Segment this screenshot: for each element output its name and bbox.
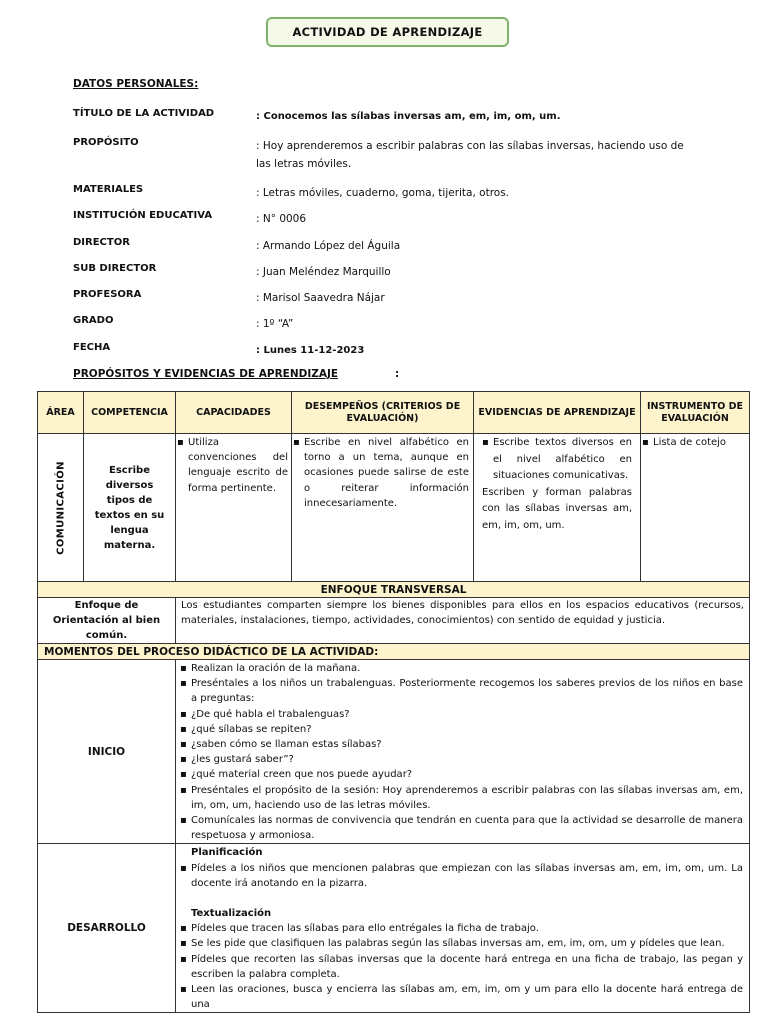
performances-cell [292, 434, 474, 582]
inicio-item: ▪ Comunícales las normas de convivencia que tendrán en cuenta para que la actividad se desarrolle de manera respetuosa y armoniosa. [180, 813, 743, 843]
textualizacion-item: ▪ Se les pide que clasifiquen las palabras según las sílabas inversas am, em, im, om, um y pídeles que lean. [180, 936, 743, 951]
field-label: DIRECTOR [73, 237, 130, 248]
instrument-item: ▪ Lista de cotejo [642, 435, 747, 450]
personal-data-heading: DATOS PERSONALES: [73, 78, 199, 90]
transversal-text: Los estudiantes comparten siempre los bienes disponibles para ellos en los espacios educativos (recursos, materiales, instalaciones, tiempo, actividades, conocimientos) con sentido de equidad y justicia. [176, 598, 750, 644]
field-label: MATERIALES [73, 184, 144, 195]
inicio-item: ▪ ¿les gustará saber”? [180, 752, 743, 767]
field-value: : Conocemos las sílabas inversas am, em, im, om, um. [256, 111, 561, 122]
performance-item: ▪ Escribe en nivel alfabético en torno a un tema, aunque en ocasiones puede salirse de este o reiterar información innecesariamente. [293, 435, 469, 511]
field-label: SUB DIRECTOR [73, 263, 157, 274]
textualizacion-title: Textualización [191, 908, 272, 920]
evidence-text: Escriben y forman palabras con las sílabas inversas am, em, im, om, um. [482, 486, 632, 531]
inicio-label: INICIO [38, 660, 176, 844]
field-value: : Marisol Saavedra Nájar [256, 292, 385, 304]
transversal-label: Enfoque de Orientación al bien común. [38, 598, 176, 644]
field-label: PROFESORA [73, 289, 142, 300]
evidence-item: ▪ Escribe textos diversos en el nivel alfabético en situaciones comunicativas. [482, 435, 632, 485]
inicio-item: ▪ ¿saben cómo se llaman estas sílabas? [180, 737, 743, 752]
capacities-cell [176, 434, 292, 582]
textualizacion-item: ▪ Pídeles que tracen las sílabas para ello entrégales la ficha de trabajo. [180, 921, 743, 936]
field-label: TÍTULO DE LA ACTIVIDAD [73, 108, 215, 119]
evidence-cell [474, 434, 641, 582]
field-value: : Lunes 11-12-2023 [256, 345, 365, 356]
field-label: INSTITUCIÓN EDUCATIVA [73, 210, 213, 221]
field-value: : Armando López del Águila [256, 240, 401, 252]
field-value: : Juan Meléndez Marquillo [256, 266, 391, 278]
inicio-content [176, 660, 750, 844]
inicio-item: ▪ ¿qué material creen que nos puede ayudar? [180, 767, 743, 782]
field-label: GRADO [73, 315, 114, 326]
area-cell [38, 434, 84, 582]
textualizacion-item: ▪ Pídeles que recorten las sílabas inversas que la docente hará entrega en una ficha de trabajo, las pegan y escriben la palabra completa. [180, 952, 743, 982]
field-value: : Hoy aprenderemos a escribir palabras con las sílabas inversas, haciendo uso de las letras móviles. [256, 140, 684, 170]
competence-cell: Escribe diversos tipos de textos en su lengua materna. [84, 434, 176, 582]
desarrollo-content [176, 844, 750, 1013]
inicio-item: ▪ Realizan la oración de la mañana. [180, 661, 743, 676]
inicio-item: ▪ ¿De qué habla el trabalenguas? [180, 707, 743, 722]
moments-heading: MOMENTOS DEL PROCESO DIDÁCTICO DE LA ACTIVIDAD: [38, 644, 750, 660]
field-value: : Letras móviles, cuaderno, goma, tijerita, otros. [256, 187, 510, 199]
header-evidence: EVIDENCIAS DE APRENDIZAJE [474, 392, 641, 434]
desarrollo-label: DESARROLLO [38, 844, 176, 1013]
textualizacion-item: ▪ Leen las oraciones, busca y encierra las sílabas am, em, im, om y um para ello la docente hará entrega de una [180, 982, 743, 1012]
planificacion-title: Planificación [191, 847, 263, 859]
transversal-heading: ENFOQUE TRANSVERSAL [38, 582, 750, 598]
inicio-item: ▪ Preséntales a los niños un trabalenguas. Posteriormente recogemos los saberes previos de los niños en base a preguntas: [180, 676, 743, 706]
header-instrument: INSTRUMENTO DE EVALUACIÓN [641, 392, 750, 434]
header-area: ÁREA [38, 392, 84, 434]
header-capacities: CAPACIDADES [176, 392, 292, 434]
purposes-table [37, 391, 750, 1013]
document-title: ACTIVIDAD DE APRENDIZAJE [266, 17, 509, 47]
purposes-colon: : [395, 368, 400, 380]
field-label: PROPÓSITO [73, 137, 139, 148]
inicio-item: ▪ ¿qué sílabas se repiten? [180, 722, 743, 737]
field-value: : 1º “A” [256, 318, 294, 330]
header-performances: DESEMPEÑOS (CRITERIOS DE EVALUACIÓN) [292, 392, 474, 434]
header-competence: COMPETENCIA [84, 392, 176, 434]
instrument-cell [641, 434, 750, 582]
planificacion-item: ▪ Pídeles a los niños que mencionen palabras que empiezan con las sílabas inversas am, em, im, om, um. La docente irá anotando en la pizarra. [180, 861, 743, 891]
area-text: COMUNICACIÓN [55, 460, 66, 555]
capacity-item: ▪ Utiliza convenciones del lenguaje escrito de forma pertinente. [177, 435, 288, 496]
inicio-item: ▪ Preséntales el propósito de la sesión: Hoy aprenderemos a escribir palabras con las sílabas inversas am, em, im, om, um, haciendo uso de las letras móviles. [180, 783, 743, 813]
purposes-heading: PROPÓSITOS Y EVIDENCIAS DE APRENDIZAJE [73, 368, 339, 380]
field-value: : N° 0006 [256, 213, 307, 225]
field-label: FECHA [73, 342, 111, 353]
